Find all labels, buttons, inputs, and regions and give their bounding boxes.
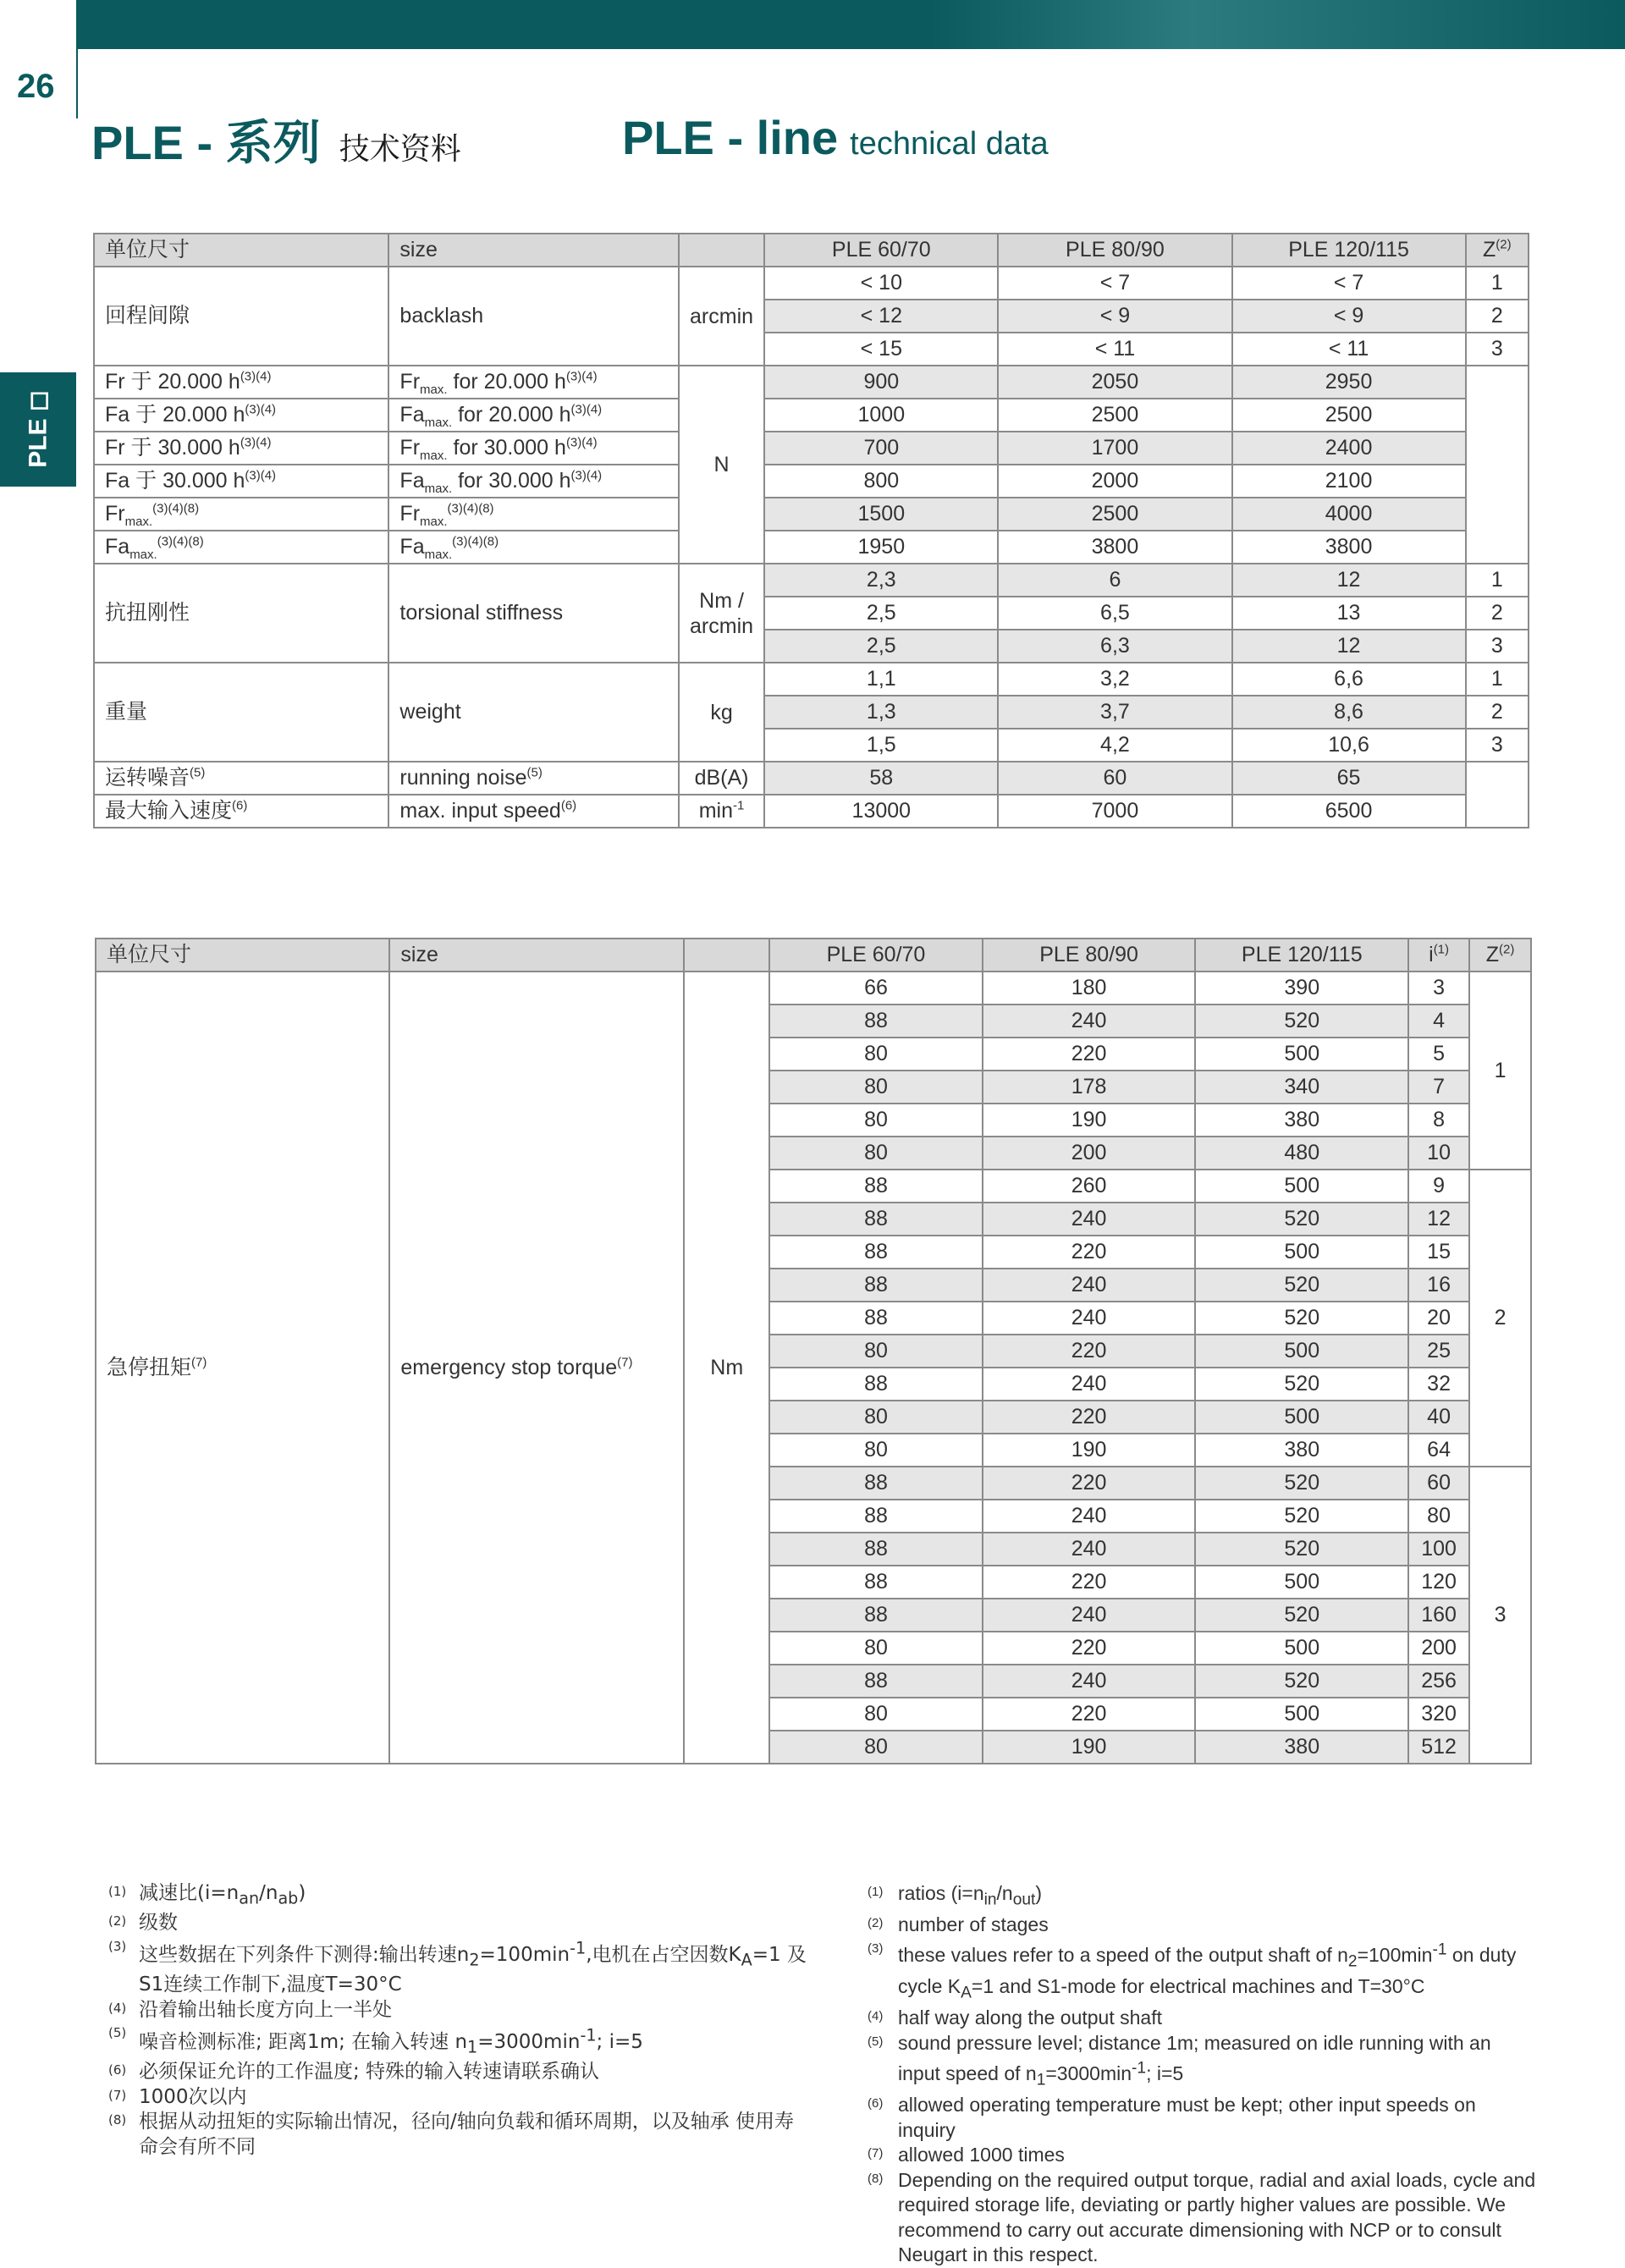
footnote-text: 减速比$(i=n_{an}/n_{ab})$ [139,1882,306,1908]
torque-value: 380 [1195,1104,1408,1137]
ratio-value: 512 [1408,1731,1469,1764]
torque-value: 500 [1195,1566,1408,1599]
footnote [868,2031,1536,2093]
stage-number: 1 [1466,267,1529,300]
torque-value: 240 [983,1500,1196,1533]
stage-empty [1466,762,1529,828]
footnote [868,1881,1536,1913]
force-value: 2500 [1232,399,1466,432]
stiffness-unit: Nm / arcmin [679,564,764,663]
weight-value: 3,7 [998,696,1231,729]
backlash-label-cn: 回程间隙 [94,267,388,366]
force-value: 2100 [1232,465,1466,498]
torque-value: 190 [983,1434,1196,1467]
weight-value: 8,6 [1232,696,1466,729]
footnote [868,2168,1536,2268]
force-label-cn: Fr 于 30.000 $h^{(3)(4)}$ [94,432,388,465]
header-model-2: PLE 120/115 [1232,234,1466,267]
stage-number: 1 [1466,564,1529,597]
footnote-text: allowed operating temperature must be kept; other input speeds on inquiry [898,2094,1476,2141]
force-value: 2050 [998,366,1231,399]
footnote [868,1913,1536,1938]
footnote [108,2110,811,2160]
header-size-en: size [388,234,678,267]
torque-value: 520 [1195,1203,1408,1236]
torque-value: 240 [983,1665,1196,1698]
ratio-value: 4 [1408,1005,1469,1038]
stage-number: 1 [1469,972,1531,1170]
backlash-value: < 9 [1232,300,1466,333]
stiffness-value: 2,5 [764,597,998,630]
torque-value: 520 [1195,1533,1408,1566]
footnote-marker: (4) [108,2000,127,2016]
torque-value: 520 [1195,1467,1408,1500]
table-row [94,564,1529,597]
header-model-0: PLE 60/70 [769,939,983,972]
header-divider [76,0,78,118]
stiffness-value: 2,3 [764,564,998,597]
torque-value: 88 [769,1170,983,1203]
page-title-en [622,110,1049,165]
backlash-value: < 12 [764,300,998,333]
ratio-value: 20 [1408,1302,1469,1335]
torque-value: 500 [1195,1401,1408,1434]
footnote-marker: (8) [108,2112,127,2128]
stage-number: 3 [1469,1467,1531,1764]
torque-label-cn: 急停扭矩$^{(7)}$ [96,972,389,1764]
ratio-value: 15 [1408,1236,1469,1269]
footnote-marker: (8) [868,2171,884,2186]
stiffness-value: 6,5 [998,597,1231,630]
backlash-label-en: backlash [388,267,678,366]
noise-value: 58 [764,762,998,795]
ratio-value: 3 [1408,972,1469,1005]
speed-value: 7000 [998,795,1231,828]
footnote-text: ratios $(i=n_{in}/n_{out})$ [898,1882,1043,1909]
force-label-en: $Fa_{max.}$ for 30.000 $h^{(3)(4)}$ [388,465,678,498]
stage-number: 3 [1466,333,1529,366]
ratio-value: 40 [1408,1401,1469,1434]
title-cn-sub: 技术资料 [339,132,461,167]
backlash-value: < 7 [1232,267,1466,300]
header-ratio: $i^{(1)}$ [1408,939,1469,972]
torque-value: 80 [769,1038,983,1071]
force-value: 3800 [998,531,1231,564]
ratio-value: 8 [1408,1104,1469,1137]
noise-unit: dB(A) [679,762,764,795]
torque-value: 88 [769,1467,983,1500]
torque-value: 240 [983,1005,1196,1038]
footnote-text: allowed 1000 times [898,2144,1065,2166]
stiffness-value: 6 [998,564,1231,597]
force-label-cn: Fr 于 20.000 $h^{(3)(4)}$ [94,366,388,399]
torque-value: 80 [769,1335,983,1368]
force-value: 700 [764,432,998,465]
header-size-cn: 单位尺寸 [96,939,389,972]
ratio-value: 160 [1408,1599,1469,1632]
torque-value: 200 [983,1137,1196,1170]
torque-value: 88 [769,1665,983,1698]
footnote [108,1998,811,2023]
torque-value: 220 [983,1038,1196,1071]
torque-value: 240 [983,1599,1196,1632]
torque-value: 88 [769,1533,983,1566]
table-header-row [96,939,1531,972]
torque-value: 190 [983,1104,1196,1137]
footnote-text: 沿着输出轴长度方向上一半处 [139,1998,392,2021]
footnote-marker: (5) [108,2025,127,2041]
torque-value: 88 [769,1236,983,1269]
backlash-value: < 11 [998,333,1231,366]
torque-value: 80 [769,1401,983,1434]
stage-number: 3 [1466,729,1529,762]
footnote-text: half way along the output shaft [898,2007,1162,2029]
force-value: 900 [764,366,998,399]
ratio-value: 12 [1408,1203,1469,1236]
ratio-value: 5 [1408,1038,1469,1071]
torque-value: 88 [769,1005,983,1038]
footnote-marker: (3) [108,1938,127,1954]
force-value: 2950 [1232,366,1466,399]
force-value: 1500 [764,498,998,531]
footnote-marker: (2) [868,1916,884,1931]
force-unit: N [679,366,764,564]
torque-value: 220 [983,1632,1196,1665]
torque-value: 190 [983,1731,1196,1764]
table-row [96,972,1531,1005]
weight-unit: kg [679,663,764,762]
footnote-text: these values refer to a speed of the output shaft of $n_2=100\min^{-1}$ on duty cycle $K_A=1$ and S1-mode for electrical machines and T=30°C [898,1940,1517,2002]
footnote-text: 根据从动扭矩的实际输出情况，径向/轴向负载和循环周期，以及轴承 使用寿命会有所不同 [139,2111,795,2158]
torque-unit: Nm [684,972,769,1764]
stiffness-value: 12 [1232,630,1466,663]
torque-value: 88 [769,1203,983,1236]
torque-value: 500 [1195,1038,1408,1071]
footnote-text: 级数 [139,1912,178,1935]
ratio-value: 80 [1408,1500,1469,1533]
side-tab-label: PLE ◻ [24,390,52,468]
force-value: 2500 [998,498,1231,531]
ratio-value: 100 [1408,1533,1469,1566]
noise-label-en: running noise$^{(5)}$ [388,762,678,795]
backlash-value: < 11 [1232,333,1466,366]
table-row [94,465,1529,498]
speed-value: 6500 [1232,795,1466,828]
footnote [868,2006,1536,2031]
footnote-text: sound pressure level; distance 1m; measured on idle running with an input speed of $n_1=3000\min^{-1}$; i=5 [898,2031,1491,2089]
torque-value: 380 [1195,1434,1408,1467]
weight-value: 1,5 [764,729,998,762]
backlash-value: < 9 [998,300,1231,333]
torque-value: 178 [983,1071,1196,1104]
ratio-value: 320 [1408,1698,1469,1731]
torque-value: 80 [769,1698,983,1731]
torque-value: 520 [1195,1302,1408,1335]
torque-value: 88 [769,1368,983,1401]
table-row [94,663,1529,696]
spec-table-general [93,233,1529,828]
stiffness-value: 13 [1232,597,1466,630]
stage-number: 2 [1466,696,1529,729]
force-value: 2000 [998,465,1231,498]
footnote [868,1938,1536,2007]
force-value: 2400 [1232,432,1466,465]
torque-value: 520 [1195,1269,1408,1302]
footnote-text: Depending on the required output torque, radial and axial loads, cycle and required storage life, deviating or partly higher values are possible. We recommend to carry out accurate dimensioning with NCP or to consult Neugart in this respect. [898,2168,1536,2266]
title-en-main: PLE - line [622,111,839,164]
table-row [94,795,1529,828]
torque-value: 240 [983,1269,1196,1302]
torque-value: 80 [769,1632,983,1665]
torque-value: 220 [983,1335,1196,1368]
ratio-value: 32 [1408,1368,1469,1401]
stage-number: 2 [1466,300,1529,333]
ratio-value: 16 [1408,1269,1469,1302]
backlash-unit: arcmin [679,267,764,366]
noise-value: 65 [1232,762,1466,795]
torque-value: 240 [983,1533,1196,1566]
ratio-value: 200 [1408,1632,1469,1665]
footnote-marker: (6) [108,2062,127,2078]
footnote [108,1936,811,1998]
speed-unit: $\min^{-1}$ [679,795,764,828]
footnote-marker: (3) [868,1940,884,1956]
force-label-en: $Fr_{max.}$ for 20.000 $h^{(3)(4)}$ [388,366,678,399]
speed-label-cn: 最大输入速度$^{(6)}$ [94,795,388,828]
ratio-value: 10 [1408,1137,1469,1170]
header-model-1: PLE 80/90 [998,234,1231,267]
torque-value: 88 [769,1269,983,1302]
torque-value: 500 [1195,1170,1408,1203]
torque-value: 88 [769,1599,983,1632]
torque-value: 520 [1195,1599,1408,1632]
torque-value: 500 [1195,1698,1408,1731]
ratio-value: 25 [1408,1335,1469,1368]
footnote [108,1881,811,1911]
weight-value: 10,6 [1232,729,1466,762]
footnote [868,2093,1536,2143]
backlash-value: < 7 [998,267,1231,300]
torque-value: 500 [1195,1236,1408,1269]
table-row [94,498,1529,531]
torque-value: 88 [769,1302,983,1335]
ratio-value: 60 [1408,1467,1469,1500]
table-row [94,762,1529,795]
title-cn-main: PLE - 系列 [91,116,321,169]
torque-value: 260 [983,1170,1196,1203]
footnote-text: 1000次以内 [139,2085,247,2108]
torque-value: 240 [983,1368,1196,1401]
torque-value: 240 [983,1302,1196,1335]
table-row [94,267,1529,300]
header-stages: $Z^{(2)}$ [1469,939,1531,972]
ratio-value: 64 [1408,1434,1469,1467]
torque-value: 220 [983,1698,1196,1731]
force-value: 3800 [1232,531,1466,564]
header-model-0: PLE 60/70 [764,234,998,267]
torque-value: 500 [1195,1335,1408,1368]
footnote [108,2085,811,2111]
force-value: 800 [764,465,998,498]
stage-number: 3 [1466,630,1529,663]
title-en-sub: technical data [850,126,1049,162]
torque-value: 80 [769,1731,983,1764]
stiffness-label-en: torsional stiffness [388,564,678,663]
force-value: 2500 [998,399,1231,432]
footnote-marker: (1) [108,1884,127,1899]
force-label-en: $Fr_{max.}$ for 30.000 $h^{(3)(4)}$ [388,432,678,465]
ratio-value: 7 [1408,1071,1469,1104]
header-band [78,0,1625,49]
torque-value: 220 [983,1236,1196,1269]
footnote-marker: (4) [868,2009,884,2024]
torque-value: 240 [983,1203,1196,1236]
backlash-value: < 15 [764,333,998,366]
page-number: 26 [17,68,55,105]
footnote-text: 必须保证允许的工作温度; 特殊的输入转速请联系确认 [139,2061,600,2084]
force-label-cn: Fa 于 20.000 $h^{(3)(4)}$ [94,399,388,432]
stiffness-value: 12 [1232,564,1466,597]
torque-value: 520 [1195,1005,1408,1038]
torque-value: 340 [1195,1071,1408,1104]
footnote [108,2023,811,2060]
footnote-text: number of stages [898,1913,1049,1936]
torque-value: 500 [1195,1632,1408,1665]
side-tab [0,372,76,487]
weight-label-cn: 重量 [94,663,388,762]
header-size-cn: 单位尺寸 [94,234,388,267]
weight-value: 3,2 [998,663,1231,696]
force-stage-empty [1466,366,1529,564]
footnote-marker: (1) [868,1885,884,1899]
footnote-marker: (2) [108,1913,127,1929]
torque-value: 88 [769,1500,983,1533]
table-row [94,432,1529,465]
torque-value: 520 [1195,1665,1408,1698]
stiffness-value: 6,3 [998,630,1231,663]
footnote [868,2143,1536,2168]
header-size-en: size [389,939,684,972]
footnote [108,1911,811,1936]
header-model-1: PLE 80/90 [983,939,1196,972]
torque-value: 88 [769,1566,983,1599]
stage-number: 2 [1466,597,1529,630]
footnote-marker: (6) [868,2096,884,2111]
weight-label-en: weight [388,663,678,762]
table-row [94,366,1529,399]
torque-value: 390 [1195,972,1408,1005]
ratio-value: 120 [1408,1566,1469,1599]
force-label-en: $Fr_{max.}^{(3)(4)(8)}$ [388,498,678,531]
force-value: 4000 [1232,498,1466,531]
ratio-value: 9 [1408,1170,1469,1203]
torque-value: 220 [983,1566,1196,1599]
force-value: 1950 [764,531,998,564]
stage-number: 2 [1469,1170,1531,1467]
weight-value: 6,6 [1232,663,1466,696]
force-label-cn: $Fr_{max.}^{(3)(4)(8)}$ [94,498,388,531]
force-value: 1000 [764,399,998,432]
force-label-cn: Fa 于 30.000 $h^{(3)(4)}$ [94,465,388,498]
header-unit [684,939,769,972]
torque-value: 380 [1195,1731,1408,1764]
table-row [94,399,1529,432]
page-title-cn [91,106,461,173]
torque-label-en: emergency stop torque$^{(7)}$ [389,972,684,1764]
footnote-text: 噪音检测标准; 距离1m; 在输入转速 $n_1=3000\min^{-1}$; i=5 [139,2025,643,2057]
force-label-en: $Fa_{max.}$ for 20.000 $h^{(3)(4)}$ [388,399,678,432]
torque-value: 220 [983,1401,1196,1434]
torque-value: 520 [1195,1500,1408,1533]
footnotes-cn [108,1881,811,2160]
header-model-2: PLE 120/115 [1195,939,1408,972]
stiffness-label-cn: 抗扭刚性 [94,564,388,663]
force-value: 1700 [998,432,1231,465]
torque-value: 80 [769,1434,983,1467]
footnote-text: 这些数据在下列条件下测得:输出转速$n_2=100\min^{-1}$,电机在占空因数$K_A=1$ 及S1连续工作制下,温度T=30°C [139,1938,807,1996]
torque-value: 80 [769,1104,983,1137]
torque-value: 480 [1195,1137,1408,1170]
noise-value: 60 [998,762,1231,795]
header-stages: $Z^{(2)}$ [1466,234,1529,267]
torque-value: 80 [769,1071,983,1104]
torque-value: 180 [983,972,1196,1005]
noise-label-cn: 运转噪音$^{(5)}$ [94,762,388,795]
header-unit [679,234,764,267]
torque-value: 66 [769,972,983,1005]
force-label-en: $Fa_{max.}^{(3)(4)(8)}$ [388,531,678,564]
footnote-marker: (5) [868,2034,884,2049]
backlash-value: < 10 [764,267,998,300]
footnote-marker: (7) [108,2087,127,2103]
force-label-cn: $Fa_{max.}^{(3)(4)(8)}$ [94,531,388,564]
stage-number: 1 [1466,663,1529,696]
footnotes-en [868,1881,1536,2268]
weight-value: 4,2 [998,729,1231,762]
table-header-row [94,234,1529,267]
spec-table-emergency-torque [95,938,1532,1764]
footnote [108,2060,811,2085]
speed-label-en: max. input speed$^{(6)}$ [388,795,678,828]
torque-value: 520 [1195,1368,1408,1401]
torque-value: 220 [983,1467,1196,1500]
torque-value: 80 [769,1137,983,1170]
table-row [94,531,1529,564]
speed-value: 13000 [764,795,998,828]
weight-value: 1,3 [764,696,998,729]
ratio-value: 256 [1408,1665,1469,1698]
footnote-marker: (7) [868,2146,884,2161]
stiffness-value: 2,5 [764,630,998,663]
weight-value: 1,1 [764,663,998,696]
